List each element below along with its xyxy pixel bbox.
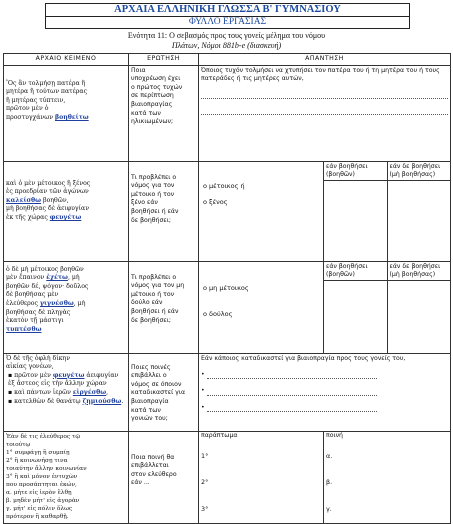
- question-line: Ποιες ποινές: [131, 363, 171, 371]
- table-row: [4, 161, 451, 261]
- question-cell: [129, 261, 199, 353]
- question-line: γονιών του;: [131, 415, 168, 423]
- text-fragment: καὶ πάντων ἱερῶν: [14, 388, 73, 396]
- ancient-text-cell: [4, 65, 129, 161]
- text-line: Ὃς ἂν τολμήσῃ πατέρα ἢ: [6, 79, 86, 87]
- question-line: Ποια: [131, 66, 146, 74]
- col-header-text: ΑΡΧΑΙΟ ΚΕΙΜΕΝΟ: [4, 54, 129, 66]
- outcome-if-not-helps: εάν δε βοηθήσει (μὴ βοηθήσας): [387, 162, 451, 180]
- question-line: βοηθήσει ή εάν: [131, 207, 179, 215]
- text-line: [6, 326, 126, 335]
- bullet-item: ▪ καὶ πάντων ἱερῶν εἰργέσθω,: [8, 388, 109, 396]
- answer-cell[interactable]: [199, 353, 451, 431]
- text-line: ἐς προεδρίαν τῶν ἀγώνων: [6, 188, 89, 196]
- text-fragment: μὲν ἔπαινον: [6, 274, 47, 282]
- offence-item[interactable]: 2°: [201, 478, 209, 487]
- ancient-text-cell: [4, 353, 129, 431]
- outcome-blank-a[interactable]: [324, 281, 387, 353]
- question-line: επιβάλλει ο: [131, 372, 167, 380]
- answer-bullet-line[interactable]: •: [201, 371, 448, 380]
- highlighted-verb: φευγέτω: [49, 213, 82, 221]
- text-line: μὴ βοηθήσας δὲ ἀειφυγίαν: [6, 205, 89, 213]
- offence-cell[interactable]: [199, 431, 324, 523]
- question-cell: [129, 65, 199, 161]
- outcome-blank-b[interactable]: [387, 281, 451, 353]
- question-line: δούλο εάν: [131, 299, 163, 307]
- outcome-if-helps: εάν βοηθήσει (βοηθῶν): [326, 262, 368, 279]
- question-line: νόμος για τον μη: [131, 282, 185, 290]
- penalty-cell[interactable]: [324, 431, 451, 523]
- text-fragment: ἐκ τῆς χώρας: [6, 213, 50, 221]
- table-header-row: [4, 54, 451, 66]
- question-line: βιαιοπραγίας: [131, 100, 173, 108]
- outcome-header: [324, 162, 450, 181]
- question-line: μέτοικο ή τον: [131, 190, 175, 198]
- penalty-header: ποινή: [326, 431, 343, 439]
- unit-source: Πλάτων, Νόμοι 881b-e (διασκευή): [171, 41, 282, 50]
- question-line: επιβάλλεται: [131, 462, 169, 470]
- text-line: τοιούτῳ: [6, 441, 31, 448]
- question-line: σε περίπτωση: [131, 92, 174, 100]
- question-cell: [129, 431, 199, 523]
- question-line: ξένο εάν: [131, 199, 158, 207]
- highlighted-verb: γιγνέσθω: [39, 299, 74, 307]
- text-fragment: , μὴ: [67, 274, 80, 282]
- text-fragment: ,: [106, 388, 109, 396]
- question-line: κατά των: [131, 406, 161, 414]
- answer-cell[interactable]: [199, 65, 451, 161]
- text-line: [6, 214, 126, 223]
- question-cell: [129, 353, 199, 431]
- header-title: ΑΡΧΑΙΑ ΕΛΛΗΝΙΚΗ ΓΛΩΣΣΑ Β' ΓΥΜΝΑΣΙΟΥ: [114, 4, 341, 15]
- text-line: 2° ἢ κοινωνήσῃ τινα: [6, 457, 68, 464]
- text-line: αἰκίας γονέων,: [6, 363, 54, 371]
- text-line: β. μηδὲν μήτ' εἰς ἀγορὰν: [6, 497, 80, 504]
- answer-prompt: Όποιος τυχόν τολμήσει να χτυπήσει τον πατέρα του ή τη μητέρα του ή τους πατεράδες ή τις μητέρες αυτών,: [201, 66, 440, 82]
- question-cell: [129, 161, 199, 261]
- question-line: στον ελεύθερο: [131, 470, 177, 478]
- highlighted-verb: ἐχέτω: [46, 274, 68, 282]
- text-line: που προσάπτηται ἑκών,: [6, 481, 77, 488]
- offence-header: παράπτωμα: [201, 431, 238, 439]
- text-line: ἢ μητέρας τύπτειν,: [6, 96, 66, 104]
- question-line: Τι προβλέπει ο: [131, 273, 177, 281]
- question-line: δε βοηθήσει;: [131, 316, 171, 324]
- outcome-cell[interactable]: [324, 261, 451, 353]
- answer-bullet-line[interactable]: •: [201, 404, 448, 413]
- persons-cell: [199, 161, 324, 261]
- worksheet-table: [3, 53, 451, 524]
- question-line: βοηθήσει ή εάν: [131, 307, 179, 315]
- text-line: καὶ ὁ μὲν μέτοικος ἢ ξένος: [6, 179, 91, 187]
- text-fragment: .: [121, 397, 124, 405]
- answer-blank-line[interactable]: [201, 105, 448, 115]
- person-label: ο δούλος: [203, 310, 233, 319]
- answer-blank-line[interactable]: [201, 89, 448, 99]
- text-line: ἑκατὸν τῇ μάστιγι: [6, 317, 64, 325]
- text-fragment: , μὴ: [73, 299, 86, 307]
- text-line: δὲ βοηθήσας μὲν: [6, 291, 59, 299]
- text-line: [6, 274, 126, 283]
- offence-item[interactable]: 1°: [201, 451, 209, 460]
- question-line: μέτοικο ή τον: [131, 290, 175, 298]
- penalty-item[interactable]: α.: [326, 451, 333, 460]
- question-line: νόμος για τον: [131, 182, 175, 190]
- header-subtitle: ΦΥΛΛΟ ΕΡΓΑΣΙΑΣ: [46, 16, 409, 28]
- offence-item[interactable]: 3°: [201, 504, 209, 513]
- person-label: ο μη μέτοικος: [203, 283, 249, 292]
- table-row: [4, 353, 451, 431]
- worksheet-header: [45, 3, 410, 29]
- question-line: Ποια ποινή θα: [131, 453, 175, 461]
- text-fragment: ἀειφυγίαν ἐξ ἄστεος εἰς τὴν ἄλλην χώραν: [8, 371, 119, 388]
- ancient-text-cell: [4, 431, 129, 523]
- ancient-text-cell: [4, 261, 129, 353]
- text-line: 3° ἢ καὶ μόνον ἐντυχὼν: [6, 473, 78, 480]
- penalty-item[interactable]: γ.: [326, 504, 332, 513]
- highlighted-verb: ζημιούσθω: [82, 397, 122, 405]
- question-line: ηλικιωμένων;: [131, 118, 174, 126]
- outcome-if-not-helps: εάν δε βοηθήσει (μὴ βοηθήσας): [387, 262, 451, 280]
- text-line: [6, 114, 126, 123]
- answer-bullet-line[interactable]: •: [201, 387, 448, 396]
- text-fragment: πρῶτον μὲν: [14, 371, 53, 379]
- outcome-body[interactable]: [324, 181, 450, 261]
- question-line: καταδικαστεί για: [131, 389, 186, 397]
- text-line: α. μήτε εἰς ἱερὸν ἔλθῃ: [6, 489, 72, 496]
- highlighted-verb: καλείσθω: [6, 196, 42, 204]
- outcome-blank-b[interactable]: [387, 181, 451, 261]
- answer-prompt: Εάν κάποιος καταδικαστεί για βιαιοπραγία προς τους γονείς του,: [201, 354, 406, 362]
- highlighted-verb: τυπτέσθω: [6, 325, 42, 333]
- table-row: [4, 261, 451, 353]
- text-fragment: ἐλεύθερος: [6, 299, 40, 307]
- text-line: τοιαύτην ἄλλην κοινωνίαν: [6, 465, 87, 472]
- outcome-blank-a[interactable]: [324, 181, 387, 261]
- text-line: 1° συμφάγῃ ἢ συμπίῃ: [6, 449, 70, 456]
- outcome-if-helps: εάν βοηθήσει (βοηθῶν): [326, 162, 368, 179]
- text-fragment: προστυγχάνων: [6, 113, 55, 121]
- outcome-header: [324, 262, 450, 281]
- text-line: ὁ δὲ μὴ μέτοικος βοηθῶν: [6, 265, 84, 273]
- table-row: [4, 65, 451, 161]
- question-line: κατά των: [131, 109, 161, 117]
- text-line: γ. μήτ' εἰς πόλιν ὅλως: [6, 505, 73, 512]
- question-line: νόμος σε όποιον: [131, 380, 182, 388]
- outcome-body[interactable]: [324, 281, 450, 353]
- question-line: βιαιοπραγία: [131, 397, 169, 405]
- text-line: [6, 197, 126, 206]
- text-fragment: κατελθὼν δὲ θανάτῳ: [14, 397, 83, 405]
- col-header-question: ΕΡΩΤΗΣΗ: [129, 54, 199, 66]
- outcome-cell[interactable]: [324, 161, 451, 261]
- text-line: πρότερον ἢ καθαρθῇ.: [6, 513, 69, 520]
- text-line: βοηθῶν δέ, ψόγον· δοῦλος: [6, 282, 89, 290]
- highlighted-verb: βοηθείτω: [55, 113, 89, 121]
- bullet-item: ▪ πρῶτον μὲν φευγέτω ἀειφυγίαν ἐξ ἄστεος εἰς τὴν ἄλλην χώραν: [8, 371, 119, 388]
- question-line: δε βοηθήσει;: [131, 216, 171, 224]
- table-row: [4, 431, 451, 523]
- text-line: μητέρα ἢ τούτων πατέρας: [6, 88, 88, 96]
- ancient-text-cell: [4, 161, 129, 261]
- text-line: Ὁ δὲ τῆς ὀφλὴ δίκην: [6, 354, 70, 362]
- question-line: Τι προβλέπει ο: [131, 173, 177, 181]
- text-line: [6, 300, 126, 309]
- question-line: ο πρώτος τυχών: [131, 83, 183, 91]
- question-line: υποχρέωση έχει: [131, 75, 181, 83]
- text-line: Ἐὰν δὲ τις ἐλεύθερος τῷ: [6, 433, 81, 440]
- bullet-item: ▪ κατελθὼν δὲ θανάτῳ ζημιούσθω.: [8, 397, 124, 405]
- text-line: βοηθήσας δὲ πληγὰς: [6, 308, 71, 316]
- unit-title: Ενότητα 11: Ο σεβασμός προς τους γονείς μέλημα του νόμου: [127, 31, 326, 40]
- person-label: ο ξένος: [203, 198, 228, 207]
- persons-cell: [199, 261, 324, 353]
- col-header-answer: ΑΠΑΝΤΗΣΗ: [199, 54, 451, 66]
- highlighted-verb: φευγέτω: [52, 371, 85, 379]
- text-fragment: βοηθῶν,: [41, 196, 69, 204]
- question-line: εάν ...: [131, 479, 150, 487]
- person-label: ο μέτοικος ή: [203, 181, 245, 190]
- highlighted-verb: εἰργέσθω: [72, 388, 107, 396]
- penalty-item[interactable]: β.: [326, 478, 333, 487]
- text-line: πρῶτον μὲν ὁ: [6, 105, 49, 113]
